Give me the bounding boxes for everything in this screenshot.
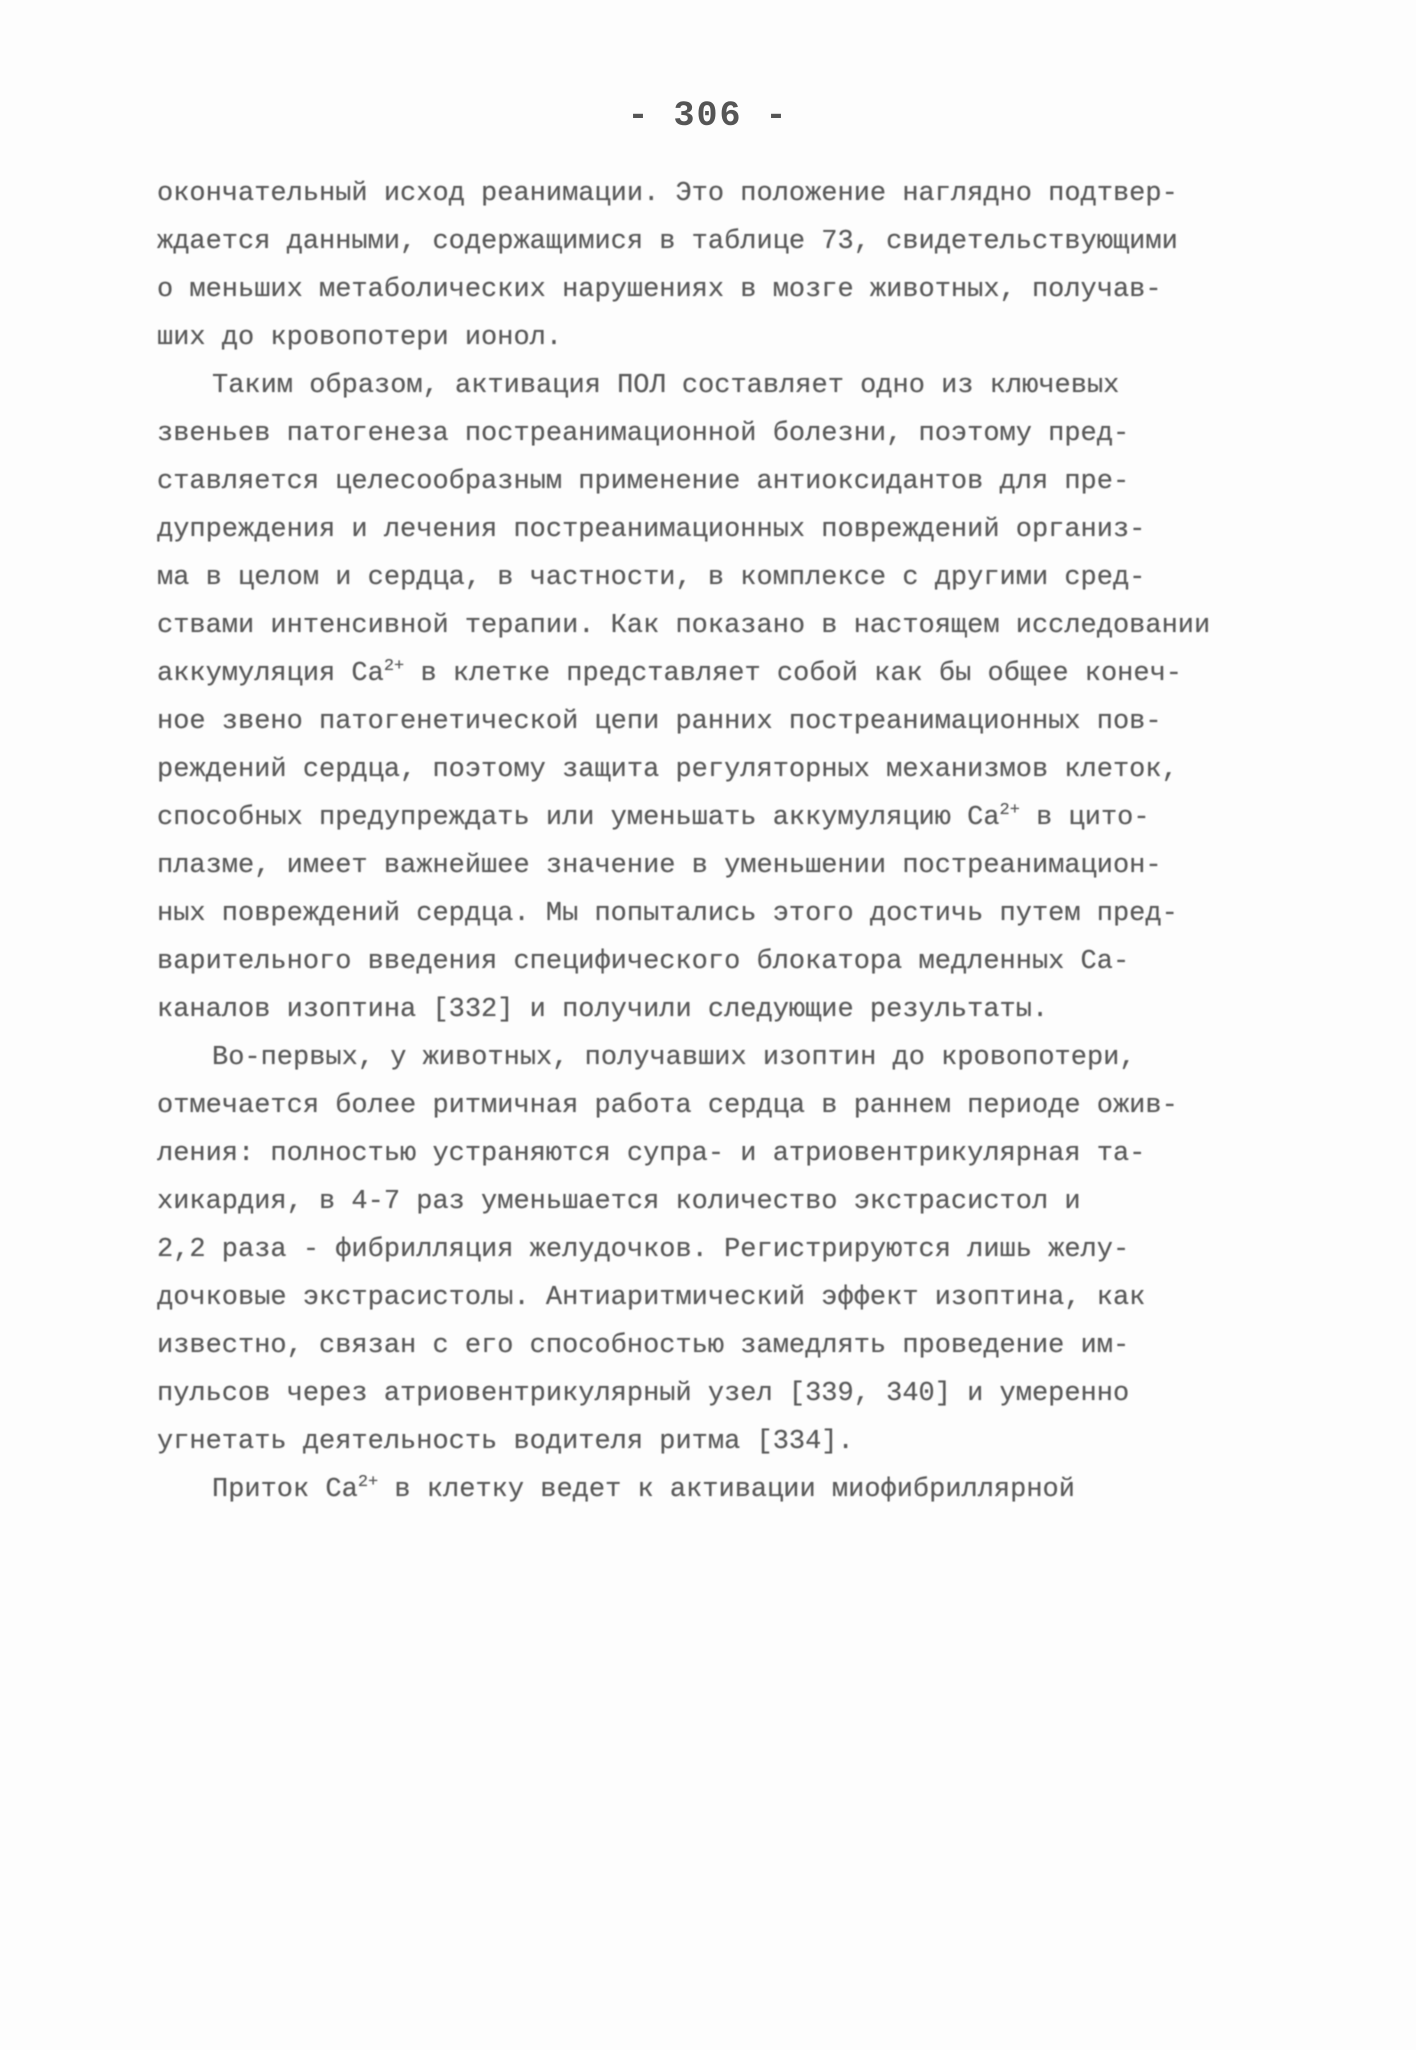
text-line-content: дупреждения и лечения постреанимационных повреждений организ- [157,515,1146,545]
text-line [157,1178,1307,1226]
text-line [157,1274,1307,1322]
text-line-content: варительного введения специфического блокатора медленных Ca- [157,947,1130,977]
text-line-content: ших до кровопотери ионол. [157,323,563,353]
text-line-content: Приток Ca [212,1475,358,1505]
text-line [157,266,1307,314]
text-line [157,890,1307,938]
text-line-content: отмечается более ритмичная работа сердца в раннем периоде ожив- [157,1091,1178,1121]
text-line [157,1130,1307,1178]
text-line [157,314,1307,362]
text-line-content: хикардия, в 4-7 раз уменьшается количество экстрасистол и [157,1187,1081,1217]
text-line [157,698,1307,746]
text-line [157,1226,1307,1274]
text-line [157,746,1307,794]
text-line-content: Во-первых, у животных, получавших изоптин до кровопотери, [212,1043,1136,1073]
text-line [157,1370,1307,1418]
text-line [157,602,1307,650]
text-line-content: ления: полностью устраняются супра- и атриовентрикулярная та- [157,1139,1146,1169]
text-line-content: способных предупреждать или уменьшать аккумуляцию Ca [157,803,1000,833]
text-line-content: о меньших метаболических нарушениях в мозге животных, получав- [157,275,1162,305]
text-line-content: звеньев патогенеза постреанимационной болезни, поэтому пред- [157,419,1130,449]
text-line-continuation: в клетку ведет к активации миофибриллярной [378,1475,1075,1505]
text-line-content: ствами интенсивной терапии. Как показано в настоящем исследовании [157,611,1211,641]
text-line [157,842,1307,890]
text-line [157,458,1307,506]
text-line [157,986,1307,1034]
text-line [157,506,1307,554]
superscript: 2+ [357,1473,379,1492]
text-line [157,170,1307,218]
page-number: - 306 - [627,96,789,136]
text-line [157,554,1307,602]
text-line [157,218,1307,266]
text-line-content: каналов изоптина [332] и получили следующие результаты. [157,995,1049,1025]
text-line-continuation: в клетке представляет собой как бы общее конеч- [404,659,1182,689]
text-line-content: ставляется целесообразным применение антиоксидантов для пре- [157,467,1130,497]
text-line [157,1466,1307,1514]
text-line-content: ных повреждений сердца. Мы попытались этого достичь путем пред- [157,899,1178,929]
text-line [157,1034,1307,1082]
body-text [157,170,1307,1514]
text-line-content: плазме, имеет важнейшее значение в уменьшении постреанимацион- [157,851,1162,881]
superscript: 2+ [999,801,1020,820]
text-line [157,410,1307,458]
text-line [157,794,1307,842]
text-line-content: Таким образом, активация ПОЛ составляет одно из ключевых [212,371,1120,401]
text-line-content: ма в целом и сердца, в частности, в комплексе с другими сред- [157,563,1146,593]
text-line-content: известно, связан с его способностью замедлять проведение им- [157,1331,1130,1361]
text-line-content: реждений сердца, поэтому защита регуляторных механизмов клеток, [157,755,1178,785]
text-line-content: ждается данными, содержащимися в таблице 73, свидетельствующими [157,227,1178,257]
text-line [157,1418,1307,1466]
text-line-content: 2,2 раза - фибрилляция желудочков. Регистрируются лишь желу- [157,1235,1130,1265]
text-line-content: пульсов через атриовентрикулярный узел [339, 340] и умеренно [157,1379,1130,1409]
text-line-content: дочковые экстрасистолы. Антиаритмический эффект изоптина, как [157,1283,1146,1313]
text-line [157,938,1307,986]
superscript: 2+ [383,657,405,676]
text-line [157,1082,1307,1130]
text-line [157,1322,1307,1370]
text-line [157,362,1307,410]
text-line-content: окончательный исход реанимации. Это положение наглядно подтвер- [157,179,1178,209]
text-line-continuation: в цито- [1019,803,1150,833]
text-line-content: аккумуляция Ca [157,659,384,689]
text-line-content: угнетать деятельность водителя ритма [334]. [157,1427,854,1457]
text-line [157,650,1307,698]
text-line-content: ное звено патогенетической цепи ранних постреанимационных пов- [157,707,1162,737]
